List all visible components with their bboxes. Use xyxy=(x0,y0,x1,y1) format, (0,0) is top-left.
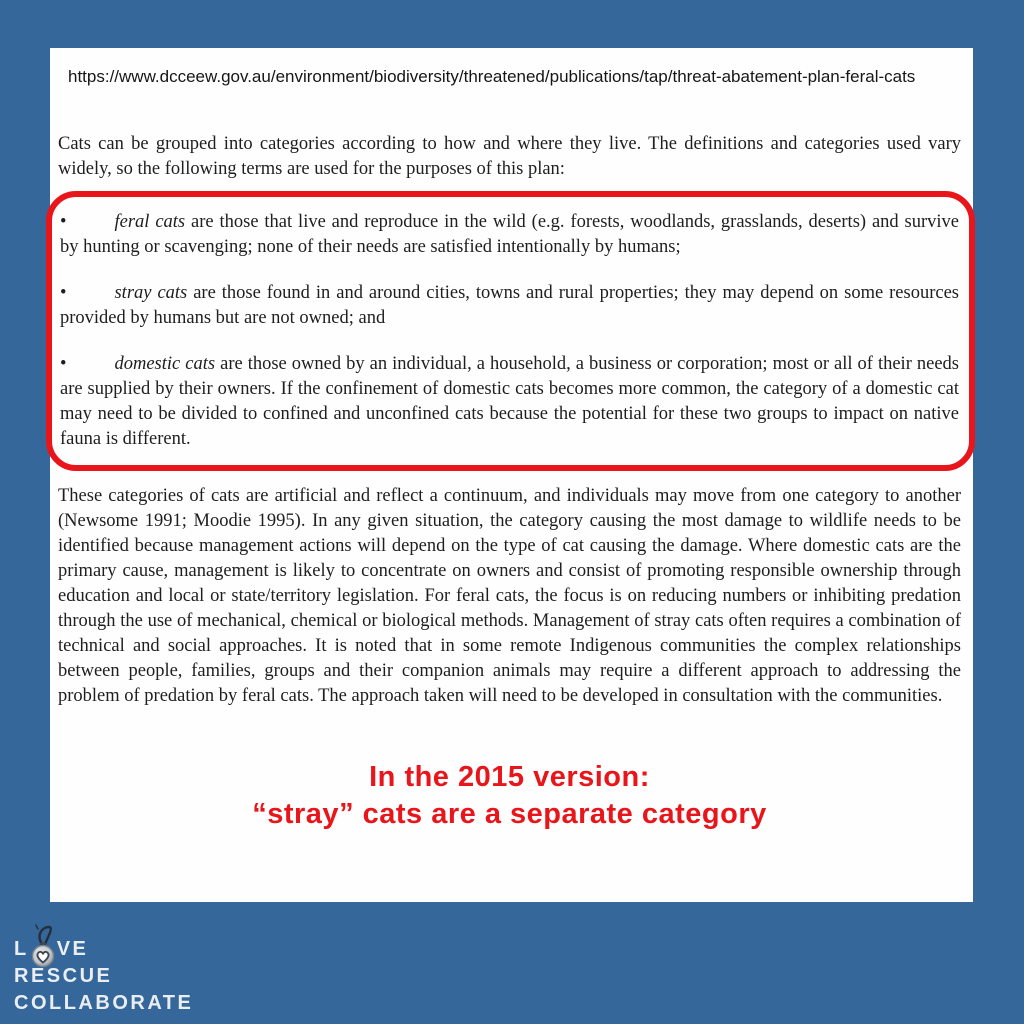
love-rescue-collaborate-logo xyxy=(14,936,193,1017)
annotation-caption xyxy=(58,759,961,833)
source-url: https://www.dcceew.gov.au/environment/biodiversity/threatened/publications/tap/threat-abatement-plan-feral-cats xyxy=(68,67,916,86)
body-paragraph: These categories of cats are artificial and reflect a continuum, and individuals may move from one category to another (Newsome 1991; Moodie 1995). In any given situation, the category causing the most damage to wildlife needs to be identified because management actions will depend on the type of cat causing the damage. Where domestic cats are the primary cause, management is likely to concentrate on owners and consist of promoting responsible ownership through education and local or state/territory legislation. For feral cats, the focus is on reducing numbers or inhibiting predation through the use of mechanical, chemical or biological methods. Management of stray cats often requires a combination of technical and social approaches. It is noted that in some remote Indigenous communities the complex relationships between people, families, groups and their companion animals may require a different approach to addressing the problem of predation by feral cats. The approach taken will need to be developed in consultation with the communities. xyxy=(58,486,961,706)
bullet-term: stray cats xyxy=(114,283,188,303)
bullet-stray-cats xyxy=(60,281,959,331)
annotation-line-1: In the 2015 version: xyxy=(369,761,650,793)
bullet-term: feral cats xyxy=(114,212,186,232)
logo-love-prefix: L xyxy=(14,938,29,960)
intro-paragraph: Cats can be grouped into categories according to how and where they live. The definitions and categories used vary widely, so the following terms are used for the purposes of this plan: xyxy=(58,134,961,179)
bullet-text: are those owned by an individual, a household, a business or corporation; most or all of their needs are supplied by their owners. If the confinement of domestic cats becomes more common, the category of a domestic cat may need to be divided to confined and unconfined cats because the potential for these two groups to impact on native fauna is different. xyxy=(60,354,960,449)
bullet-text: are those found in and around cities, towns and rural properties; they may depend on some resources provided by humans but are not owned; and xyxy=(60,283,959,328)
bullet-glyph: • xyxy=(60,212,67,232)
bullet-feral-cats xyxy=(60,210,959,260)
bullet-glyph: • xyxy=(60,283,67,303)
logo-line-love xyxy=(14,936,193,963)
document-page xyxy=(50,48,973,902)
logo-line-rescue: RESCUE xyxy=(14,965,113,987)
annotation-line-2: “stray” cats are a separate category xyxy=(252,798,767,830)
bullet-glyph: • xyxy=(60,354,67,374)
red-highlight-box xyxy=(46,191,975,471)
bullet-term: domestic cats xyxy=(114,354,216,374)
logo-love-suffix: VE xyxy=(56,938,89,960)
logo-line-collaborate: COLLABORATE xyxy=(14,992,194,1014)
bullet-text: are those that live and reproduce in the wild (e.g. forests, woodlands, grasslands, deserts) and survive by hunting or scavenging; none of their needs are satisfied intentionally by humans; xyxy=(60,212,959,257)
bullet-domestic-cats xyxy=(60,352,959,452)
pet-tag-heart-medallion-icon xyxy=(30,924,56,968)
